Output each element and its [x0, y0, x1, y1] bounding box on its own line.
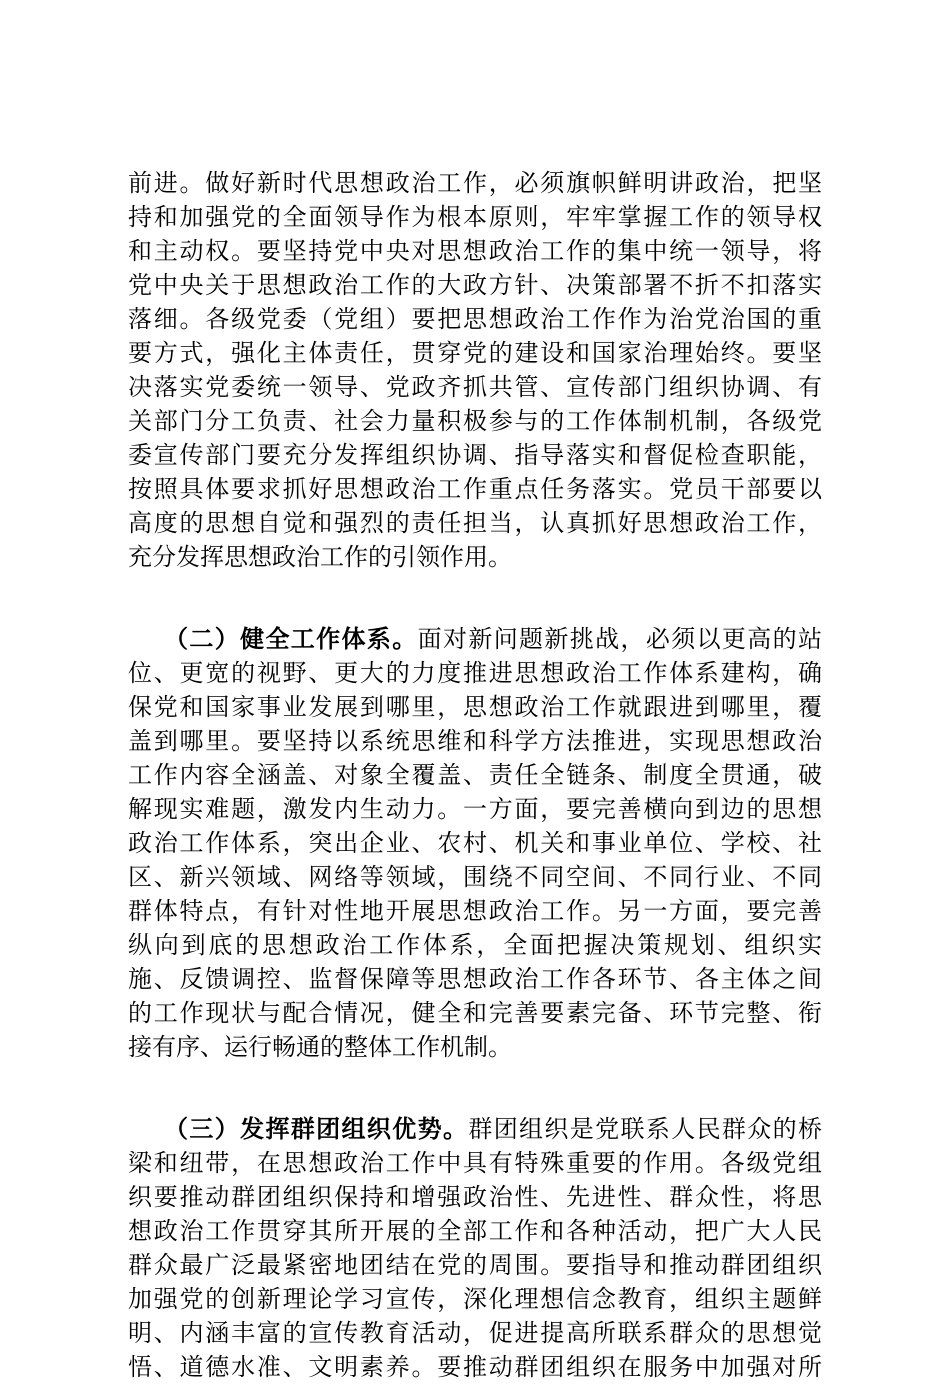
text-line: 区、新兴领域、网络等领域，围绕不同空间、不同行业、不同: [128, 863, 822, 891]
text-line: 关部门分工负责、社会力量积极参与的工作体制机制，各级党: [128, 407, 822, 435]
paragraph-spacer: [128, 574, 822, 622]
text-line: 明、内涵丰富的宣传教育活动，促进提高所联系群众的思想觉: [128, 1319, 822, 1347]
text-line: 充分发挥思想政治工作的引领作用。: [128, 543, 512, 571]
text-line: 位、更宽的视野、更大的力度推进思想政治工作体系建构，确: [128, 659, 822, 687]
text-line: 持和加强党的全面领导作为根本原则，牢牢掌握工作的领导权: [128, 203, 822, 231]
text-line: 工作内容全涵盖、对象全覆盖、责任全链条、制度全贯通，破: [128, 761, 822, 789]
text-run: 面对新问题新挑战，必须以更高的站: [417, 625, 823, 653]
paragraph-spacer: [128, 1064, 822, 1112]
text-line: 决落实党委统一领导、党政齐抓共管、宣传部门组织协调、有: [128, 373, 822, 401]
paragraph-1: [128, 166, 822, 574]
text-line: 纵向到底的思想政治工作体系，全面把握决策规划、组织实: [128, 931, 822, 959]
text-line: 和主动权。要坚持党中央对思想政治工作的集中统一领导，将: [128, 237, 822, 265]
document-page: [128, 166, 822, 1384]
text-line: 接有序、运行畅通的整体工作机制。: [128, 1033, 512, 1061]
paragraph-first-line: [128, 1112, 822, 1146]
text-line: 解现实难题，激发内生动力。一方面，要完善横向到边的思想: [128, 795, 822, 823]
text-line: 高度的思想自觉和强烈的责任担当，认真抓好思想政治工作，: [128, 509, 822, 537]
text-line: 委宣传部门要充分发挥组织协调、指导落实和督促检查职能，: [128, 441, 822, 469]
text-line: 政治工作体系，突出企业、农村、机关和事业单位、学校、社: [128, 829, 822, 857]
text-line: 织要推动群团组织保持和增强政治性、先进性、群众性，将思: [128, 1183, 822, 1211]
section-heading: （三）发挥群团组织优势。: [164, 1115, 469, 1143]
text-line: 按照具体要求抓好思想政治工作重点任务落实。党员干部要以: [128, 475, 822, 503]
text-line: 想政治工作贯穿其所开展的全部工作和各种活动，把广大人民: [128, 1217, 822, 1245]
text-line: 要方式，强化主体责任，贯穿党的建设和国家治理始终。要坚: [128, 339, 822, 367]
section-heading: （二）健全工作体系。: [164, 625, 418, 653]
text-line: 施、反馈调控、监督保障等思想政治工作各环节、各主体之间: [128, 965, 822, 993]
text-line: 群体特点，有针对性地开展思想政治工作。另一方面，要完善: [128, 897, 822, 925]
text-line: 保党和国家事业发展到哪里，思想政治工作就跟进到哪里，覆: [128, 693, 822, 721]
paragraph-2: [128, 622, 822, 1064]
text-run: 群团组织是党联系人民群众的桥: [468, 1115, 823, 1143]
text-line: 加强党的创新理论学习宣传，深化理想信念教育，组织主题鲜: [128, 1285, 822, 1313]
paragraph-first-line: [128, 622, 822, 656]
paragraph-3: [128, 1112, 822, 1384]
text-line: 盖到哪里。要坚持以系统思维和科学方法推进，实现思想政治: [128, 727, 822, 755]
text-line: 党中央关于思想政治工作的大政方针、决策部署不折不扣落实: [128, 271, 822, 299]
text-line: 前进。做好新时代思想政治工作，必须旗帜鲜明讲政治，把坚: [128, 169, 822, 197]
text-line: 悟、道德水准、文明素养。要推动群团组织在服务中加强对所: [128, 1353, 822, 1381]
text-line: 的工作现状与配合情况，健全和完善要素完备、环节完整、衔: [128, 999, 822, 1027]
text-line: 落细。各级党委（党组）要把思想政治工作作为治党治国的重: [128, 305, 822, 333]
text-line: 群众最广泛最紧密地团结在党的周围。要指导和推动群团组织: [128, 1251, 822, 1279]
text-line: 梁和纽带，在思想政治工作中具有特殊重要的作用。各级党组: [128, 1149, 822, 1177]
